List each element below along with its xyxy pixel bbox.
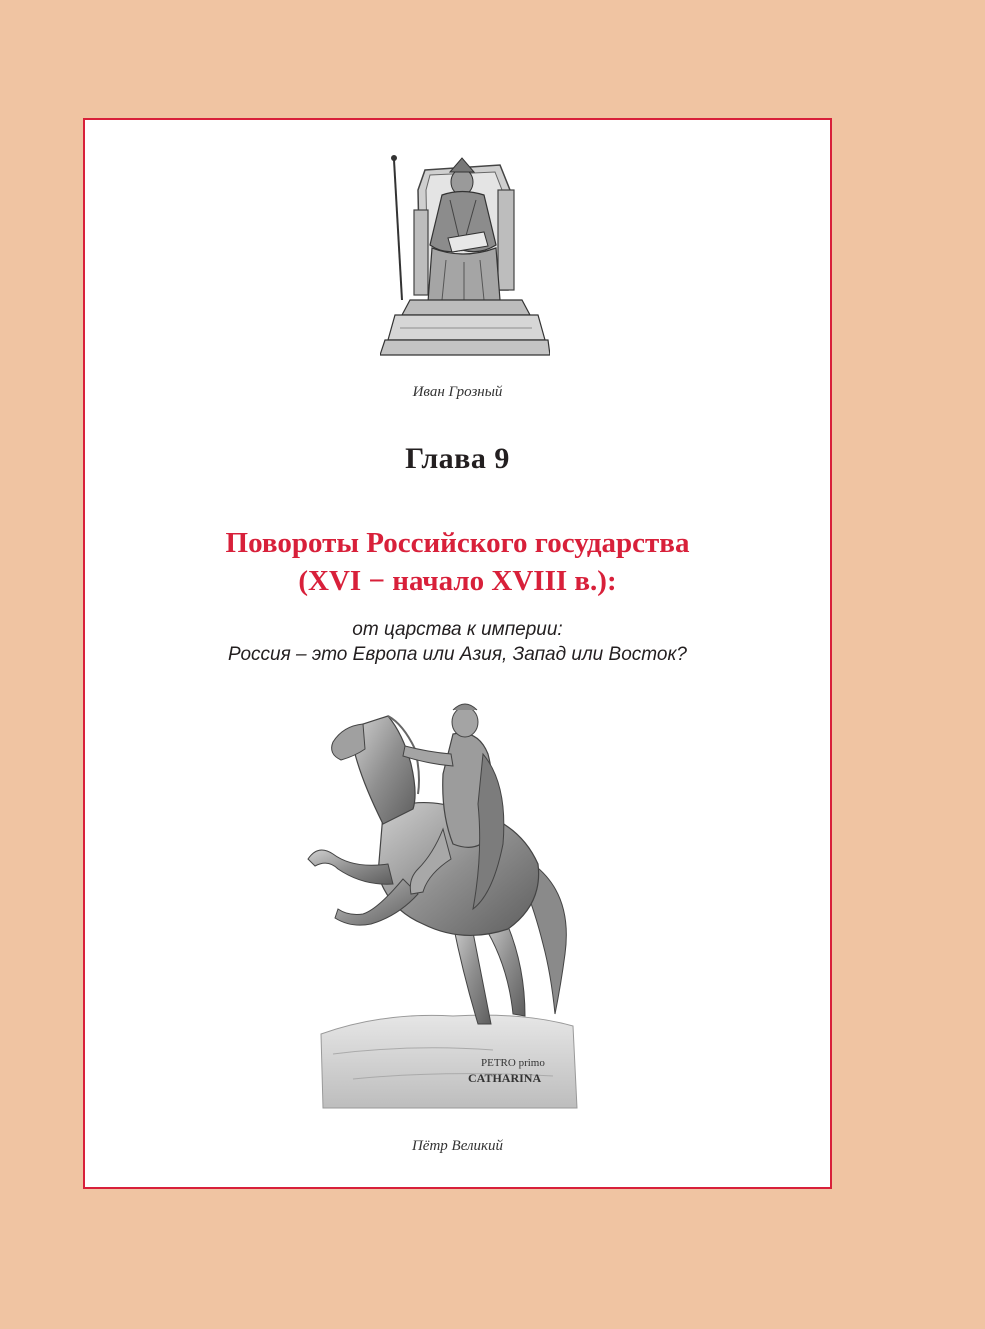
chapter-title [85, 524, 830, 600]
pedestal-inscription-line-2: CATHARINA [468, 1071, 542, 1085]
chapter-label: Глава 9 [405, 442, 510, 475]
bottom-illustration-caption: Пётр Великий [411, 1138, 504, 1154]
chapter-title-line-2: (XVI − начало XVIII в.): [298, 565, 617, 597]
chapter-subtitle-line-2: Россия – это Европа или Азия, Запад или Восток? [227, 644, 687, 665]
chapter-subtitle [85, 617, 830, 667]
pedestal-inscription-line-1: PETRO primo [481, 1057, 545, 1069]
top-illustration-caption: Иван Грозный [412, 384, 503, 400]
page-frame [83, 118, 832, 1189]
chapter-title-line-1: Повороты Российского государства [225, 527, 690, 559]
equestrian-statue-illustration [293, 694, 593, 1114]
seated-statue-illustration [380, 150, 550, 360]
chapter-subtitle-line-1: от царства к империи: [352, 619, 563, 640]
